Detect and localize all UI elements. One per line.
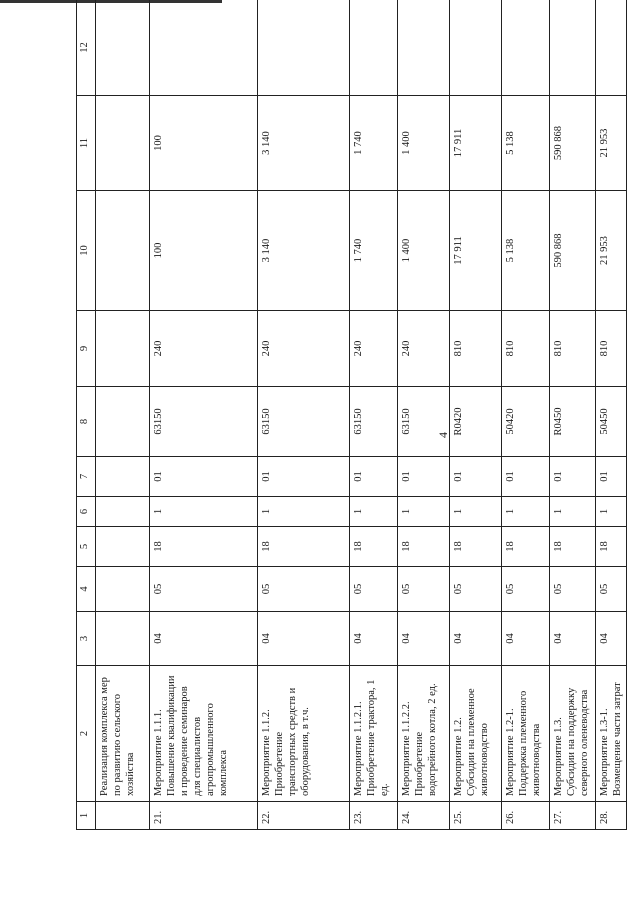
value-cell xyxy=(96,567,150,612)
value-cell: 5 138 xyxy=(502,191,550,311)
value-cell: 04 xyxy=(150,612,258,666)
value-cell: 1 740 xyxy=(350,96,398,191)
value-cell: 1 400 xyxy=(398,191,450,311)
value-cell xyxy=(96,457,150,497)
item-name-cell: Мероприятие 1.1.2. Приобретение транспортных средств и оборудования, в т.ч. xyxy=(258,666,350,802)
item-name-cell: Мероприятие 1.3-1. Возмещение части затрат xyxy=(596,666,627,802)
value-cell: 21 953 xyxy=(596,191,627,311)
value-cell: 1 xyxy=(550,497,596,527)
value-cell xyxy=(96,497,150,527)
value-cell: 17 911 xyxy=(450,96,502,191)
row-number-cell: 27. xyxy=(550,802,596,830)
value-cell: 04 xyxy=(258,612,350,666)
value-cell xyxy=(550,0,596,96)
column-header: 4 xyxy=(77,567,96,612)
table-row xyxy=(550,0,596,830)
item-name-cell: Мероприятие 1.3. Субсидии на поддержку северного оленеводства xyxy=(550,666,596,802)
value-cell: 240 xyxy=(398,311,450,387)
value-cell: 01 xyxy=(450,457,502,497)
value-cell: 05 xyxy=(150,567,258,612)
column-header: 7 xyxy=(77,457,96,497)
value-cell: 240 xyxy=(350,311,398,387)
value-cell: 01 xyxy=(550,457,596,497)
value-cell: 05 xyxy=(502,567,550,612)
value-cell: 04 xyxy=(550,612,596,666)
value-cell: 1 xyxy=(350,497,398,527)
item-name-cell: Мероприятие 1.1.1. Повышение квалификации и проведение семинаров для специалистов агропромышленного комплекса xyxy=(150,666,258,802)
column-header: 10 xyxy=(77,191,96,311)
column-header: 12 xyxy=(77,0,96,96)
value-cell: 3 140 xyxy=(258,191,350,311)
value-cell: 63150 xyxy=(150,387,258,457)
value-cell: 3 140 xyxy=(258,96,350,191)
item-name-cell: Мероприятие 1.2-1. Поддержка племенного животноводства xyxy=(502,666,550,802)
row-number-cell: 26. xyxy=(502,802,550,830)
column-header: 11 xyxy=(77,96,96,191)
value-cell: 1 xyxy=(450,497,502,527)
value-cell xyxy=(96,387,150,457)
value-cell xyxy=(96,0,150,96)
value-cell xyxy=(502,0,550,96)
row-number-cell: 24. xyxy=(398,802,450,830)
value-cell: 590 868 xyxy=(550,96,596,191)
value-cell xyxy=(450,0,502,96)
value-cell xyxy=(596,0,627,96)
table-row xyxy=(502,0,550,830)
value-cell xyxy=(96,612,150,666)
value-cell xyxy=(258,0,350,96)
value-cell: 18 xyxy=(150,527,258,567)
table-row xyxy=(350,0,398,830)
value-cell: 05 xyxy=(596,567,627,612)
table-row xyxy=(596,0,627,830)
rotated-table-wrapper xyxy=(76,0,623,830)
row-number-cell xyxy=(96,802,150,830)
value-cell: 18 xyxy=(398,527,450,567)
table-row xyxy=(398,0,450,830)
value-cell: 04 xyxy=(450,612,502,666)
value-cell: 18 xyxy=(450,527,502,567)
row-number-cell: 21. xyxy=(150,802,258,830)
value-cell: 240 xyxy=(150,311,258,387)
value-cell xyxy=(96,96,150,191)
column-header: 6 xyxy=(77,497,96,527)
value-cell: 1 xyxy=(150,497,258,527)
value-cell xyxy=(96,311,150,387)
column-header: 5 xyxy=(77,527,96,567)
value-cell: 810 xyxy=(550,311,596,387)
value-cell: 1 xyxy=(596,497,627,527)
value-cell: 04 xyxy=(350,612,398,666)
value-cell xyxy=(398,0,450,96)
value-cell: 01 xyxy=(150,457,258,497)
item-name-cell: Мероприятие 1.2. Субсидии на племенное животноводство xyxy=(450,666,502,802)
value-cell: R0450 xyxy=(550,387,596,457)
column-header: 9 xyxy=(77,311,96,387)
value-cell: 50450 xyxy=(596,387,627,457)
value-cell xyxy=(96,191,150,311)
column-header: 3 xyxy=(77,612,96,666)
table-row xyxy=(96,0,150,830)
value-cell: 05 xyxy=(350,567,398,612)
item-name-cell: Мероприятие 1.1.2.2. Приобретение водогрейного котла, 2 ед. xyxy=(398,666,450,802)
value-cell: 810 xyxy=(450,311,502,387)
value-cell: 100 xyxy=(150,96,258,191)
row-number-cell: 25. xyxy=(450,802,502,830)
value-cell: 18 xyxy=(502,527,550,567)
value-cell: 21 953 xyxy=(596,96,627,191)
value-cell: R0420 xyxy=(450,387,502,457)
value-cell: 04 xyxy=(398,612,450,666)
value-cell: 05 xyxy=(450,567,502,612)
value-cell xyxy=(350,0,398,96)
value-cell: 01 xyxy=(596,457,627,497)
value-cell: 63150 xyxy=(350,387,398,457)
value-cell: 18 xyxy=(350,527,398,567)
column-header: 1 xyxy=(77,802,96,830)
row-number-cell: 28. xyxy=(596,802,627,830)
value-cell: 1 400 xyxy=(398,96,450,191)
budget-table xyxy=(76,0,627,830)
value-cell: 18 xyxy=(258,527,350,567)
table-body xyxy=(77,0,627,830)
value-cell: 18 xyxy=(596,527,627,567)
value-cell: 1 xyxy=(398,497,450,527)
page-number: 4 xyxy=(436,432,450,438)
item-name-cell: Реализация комплекса мер по развитию сельского хозяйства xyxy=(96,666,150,802)
value-cell: 1 740 xyxy=(350,191,398,311)
value-cell: 18 xyxy=(550,527,596,567)
header-row xyxy=(77,0,96,830)
value-cell: 01 xyxy=(350,457,398,497)
value-cell: 04 xyxy=(596,612,627,666)
value-cell xyxy=(150,0,258,96)
value-cell: 5 138 xyxy=(502,96,550,191)
column-header: 2 xyxy=(77,666,96,802)
table-row xyxy=(450,0,502,830)
item-name-cell: Мероприятие 1.1.2.1. Приобретение трактора, 1 ед. xyxy=(350,666,398,802)
value-cell: 01 xyxy=(502,457,550,497)
value-cell: 100 xyxy=(150,191,258,311)
value-cell: 05 xyxy=(258,567,350,612)
value-cell: 810 xyxy=(596,311,627,387)
row-number-cell: 22. xyxy=(258,802,350,830)
value-cell: 1 xyxy=(258,497,350,527)
value-cell: 50420 xyxy=(502,387,550,457)
value-cell: 05 xyxy=(550,567,596,612)
table-row xyxy=(150,0,258,830)
row-number-cell: 23. xyxy=(350,802,398,830)
value-cell: 590 868 xyxy=(550,191,596,311)
value-cell: 05 xyxy=(398,567,450,612)
value-cell: 810 xyxy=(502,311,550,387)
value-cell xyxy=(96,527,150,567)
table-row xyxy=(258,0,350,830)
value-cell: 01 xyxy=(258,457,350,497)
column-header: 8 xyxy=(77,387,96,457)
value-cell: 63150 xyxy=(258,387,350,457)
value-cell: 17 911 xyxy=(450,191,502,311)
value-cell: 01 xyxy=(398,457,450,497)
value-cell: 04 xyxy=(502,612,550,666)
value-cell: 63150 xyxy=(398,387,450,457)
value-cell: 1 xyxy=(502,497,550,527)
value-cell: 240 xyxy=(258,311,350,387)
